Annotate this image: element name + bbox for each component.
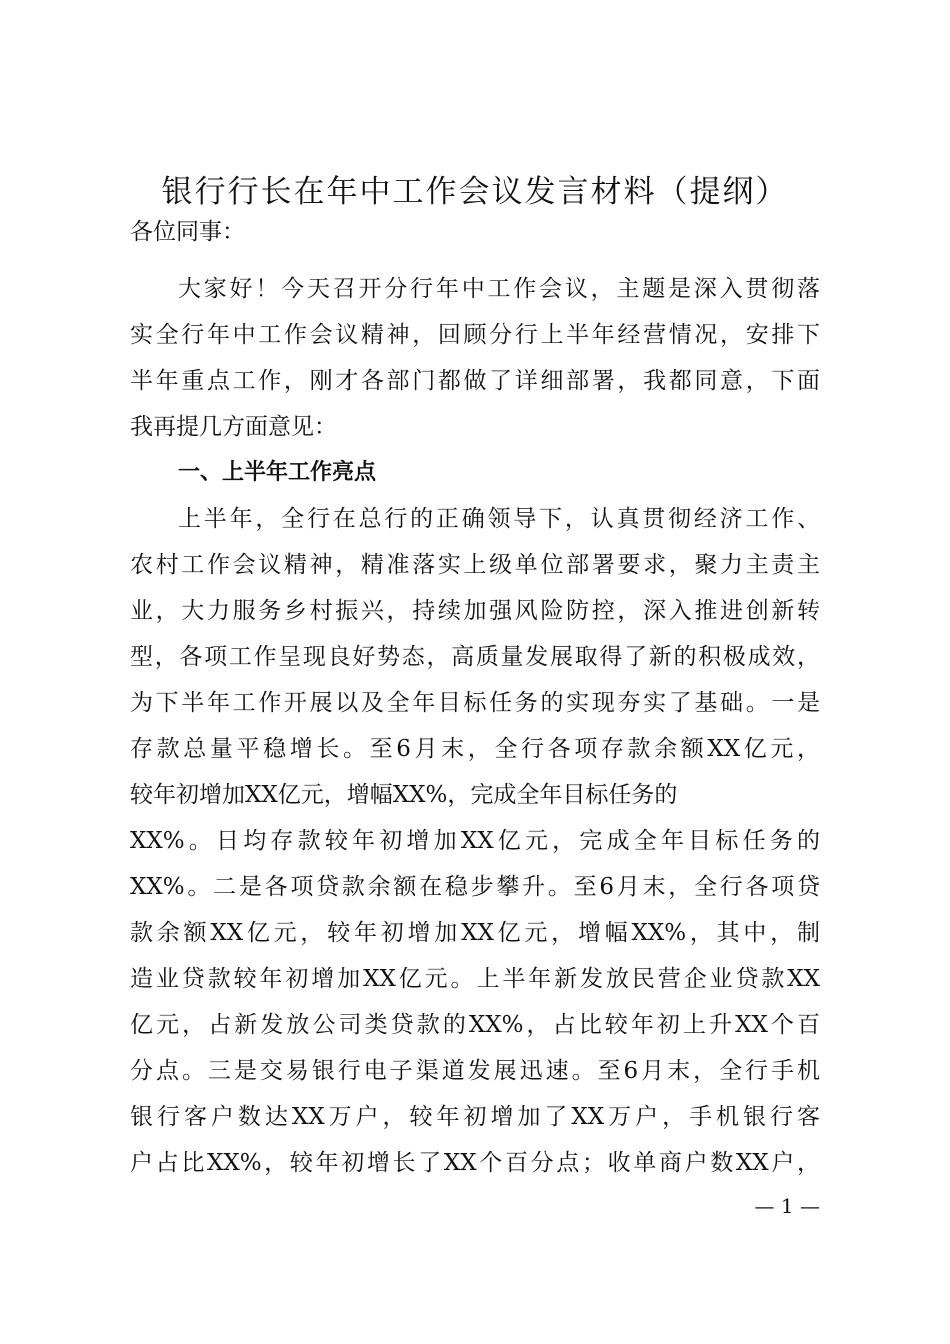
intro-line-1: 大家好！今天召开分行年中工作会议，主题是深入贯彻落 xyxy=(178,276,820,302)
body-line-2: 农村工作会议精神，精准落实上级单位部署要求，聚力主责主 xyxy=(130,552,820,578)
body-line-7: 较年初增加XX亿元，增幅XX%，完成全年目标任务的 xyxy=(130,782,678,808)
body-line-13: 分点。三是交易银行电子渠道发展迅速。至6月末，全行手机 xyxy=(130,1058,820,1084)
document-title: 银行行长在年中工作会议发言材料（提纲） xyxy=(161,174,789,210)
body-line-8: XX%。日均存款较年初增加XX亿元，完成全年目标任务的 xyxy=(130,828,820,854)
body-line-1: 上半年，全行在总行的正确领导下，认真贯彻经济工作、 xyxy=(178,506,820,532)
body-line-15: 户占比XX%，较年初增长了XX个百分点；收单商户数XX户， xyxy=(130,1150,820,1176)
body-line-10: 款余额XX亿元，较年初增加XX亿元，增幅XX%，其中，制 xyxy=(130,920,820,946)
salutation: 各位同事： xyxy=(130,219,245,245)
body-line-12: 亿元，占新发放公司类贷款的XX%，占比较年初上升XX个百 xyxy=(130,1012,820,1038)
body-line-11: 造业贷款较年初增加XX亿元。上半年新发放民营企业贷款XX xyxy=(130,966,820,992)
section-heading: 一、上半年工作亮点 xyxy=(178,460,377,485)
intro-line-3: 半年重点工作，刚才各部门都做了详细部署，我都同意，下面 xyxy=(130,368,820,394)
page-number: — 1 — xyxy=(754,1194,820,1218)
body-line-14: 银行客户数达XX万户，较年初增加了XX万户，手机银行客 xyxy=(130,1104,820,1130)
body-line-6: 存款总量平稳增长。至6月末，全行各项存款余额XX亿元， xyxy=(130,736,820,762)
intro-line-2: 实全行年中工作会议精神，回顾分行上半年经营情况，安排下 xyxy=(130,322,820,348)
body-line-4: 型，各项工作呈现良好势态，高质量发展取得了新的积极成效， xyxy=(130,644,820,670)
body-line-9: XX%。二是各项贷款余额在稳步攀升。至6月末，全行各项贷 xyxy=(130,874,820,900)
intro-line-4: 我再提几方面意见： xyxy=(130,414,337,440)
body-line-5: 为下半年工作开展以及全年目标任务的实现夯实了基础。一是 xyxy=(130,690,820,716)
body-line-3: 业，大力服务乡村振兴，持续加强风险防控，深入推进创新转 xyxy=(130,598,820,624)
